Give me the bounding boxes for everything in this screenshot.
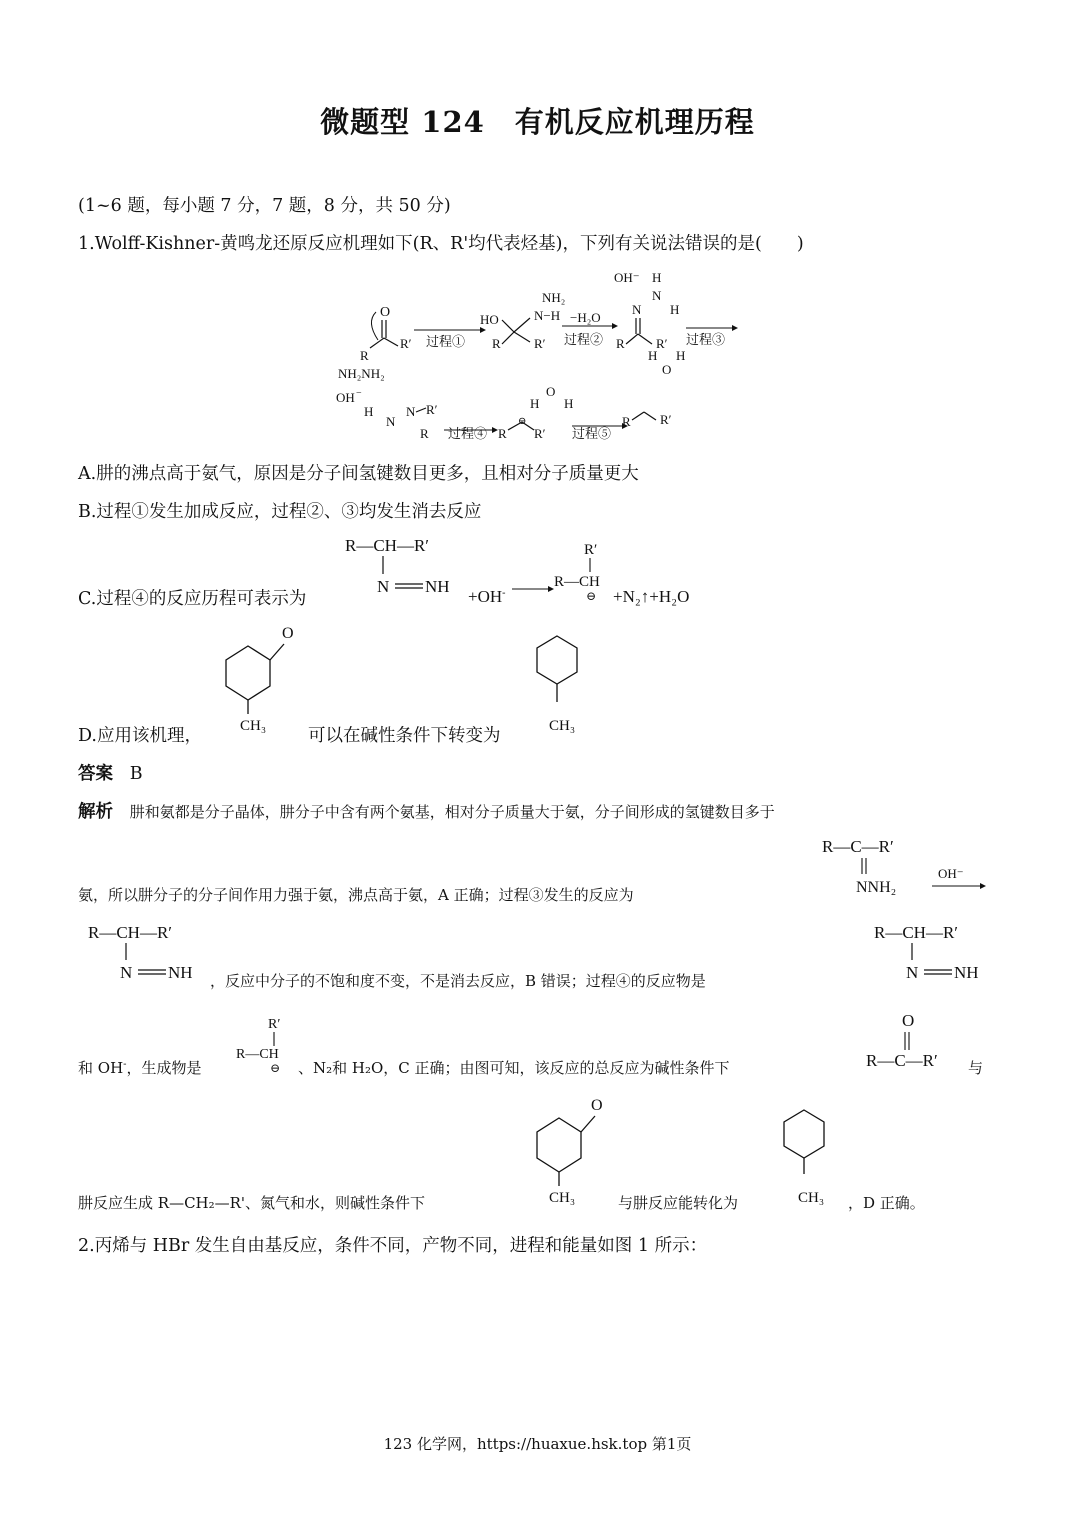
svg-text:N: N	[377, 577, 390, 596]
svg-text:⊖: ⊖	[270, 1061, 281, 1075]
svg-text:H: H	[648, 348, 658, 363]
svg-text:⊖: ⊖	[518, 416, 527, 427]
option-b: B.过程①发生加成反应，过程②、③均发生消去反应	[78, 502, 482, 522]
svg-text:R′: R′	[268, 1017, 281, 1032]
mechanism-diagram	[330, 262, 750, 452]
svg-text:⊖: ⊖	[586, 589, 597, 603]
analysis-line-4a: 和 OH-，生成物是	[78, 1059, 202, 1077]
methylcyclohexane-structure-2	[784, 1106, 844, 1206]
svg-text:H: H	[670, 302, 680, 317]
analysis-line-2: 氨，所以肼分子的分子间作用力强于氨，沸点高于氨，A 正确；过程③发生的反应为	[78, 886, 634, 904]
svg-text:R′: R′	[584, 542, 598, 558]
svg-text:R: R	[498, 426, 507, 441]
oh-arrow	[932, 866, 988, 892]
option-d-middle: 可以在碱性条件下转变为	[308, 726, 501, 746]
svg-text:N: N	[386, 414, 396, 429]
svg-text:NH: NH	[168, 963, 193, 982]
option-c-products: +N₂↑+H₂O	[613, 587, 690, 606]
answer-label: 答案	[78, 764, 113, 784]
option-c-reactant-structure	[345, 534, 465, 604]
svg-text:R′: R′	[400, 336, 412, 351]
svg-text:N: N	[120, 963, 133, 982]
svg-text:R′: R′	[660, 412, 672, 427]
option-c-arrow	[512, 584, 554, 594]
option-c-plus-oh: +OH-	[468, 587, 506, 606]
answer	[78, 760, 143, 785]
analysis-line-4c: 、N₂和 H₂O，C 正确；由图可知，该反应的总反应为碱性条件下	[298, 1059, 730, 1077]
svg-text:R′: R′	[426, 402, 438, 417]
step-3-label: 过程③	[686, 332, 726, 347]
svg-text:CH₃: CH₃	[549, 1190, 576, 1206]
svg-text:OH⁻: OH⁻	[938, 866, 964, 881]
svg-text:CH₃: CH₃	[798, 1190, 825, 1206]
svg-text:R—CH—R′: R—CH—R′	[345, 536, 430, 555]
svg-text:R: R	[420, 426, 429, 441]
page-title: 微题型 124 有机反应机理历程	[320, 105, 755, 139]
svg-text:R′: R′	[656, 336, 668, 351]
svg-text:NH: NH	[954, 963, 979, 982]
question-2-stem: 2.丙烯与 HBr 发生自由基反应，条件不同，产物不同，进程和能量如图 1 所示：	[78, 1236, 708, 1256]
answer-value: B	[129, 764, 143, 784]
svg-text:R′: R′	[534, 336, 546, 351]
svg-text:H: H	[364, 404, 374, 419]
svg-text:O: O	[662, 362, 672, 377]
svg-text:O: O	[902, 1011, 915, 1030]
svg-text:OH: OH	[336, 390, 355, 405]
svg-text:N: N	[906, 963, 919, 982]
methylcyclohexanone-structure-2	[535, 1092, 615, 1212]
oh-label: OH⁻	[614, 270, 640, 285]
azo-structure-1	[88, 920, 208, 986]
svg-text:R—C—R′: R—C—R′	[822, 837, 894, 856]
svg-text:R—CH—R′: R—CH—R′	[874, 923, 959, 942]
option-a: A.肼的沸点高于氨气，原因是分子间氢键数目更多，且相对分子质量更大	[78, 464, 639, 484]
reagent-label: NH₂NH₂	[338, 366, 385, 381]
svg-text:CH₃: CH₃	[549, 718, 576, 734]
svg-text:N−H: N−H	[534, 308, 561, 323]
analysis-line-1: 解析 肼和氨都是分子晶体，肼分子中含有两个氨基，相对分子质量大于氨，分子间形成的氢键数目多于	[78, 802, 775, 822]
svg-text:NH: NH	[425, 577, 450, 596]
svg-text:CH₃: CH₃	[240, 718, 267, 734]
svg-text:R—CH: R—CH	[554, 574, 600, 590]
svg-text:R: R	[360, 348, 369, 363]
question-1-stem: 1.Wolff-Kishner-黄鸣龙还原反应机理如下(R、R'均代表烃基)，下列有关说法错误的是( )	[78, 234, 804, 254]
analysis-line-5b: 与肼反应能转化为	[618, 1194, 739, 1212]
option-d-prefix: D.应用该机理，	[78, 726, 202, 746]
svg-text:NNH₂: NNH₂	[856, 879, 897, 896]
svg-text:R: R	[616, 336, 625, 351]
svg-text:−: −	[356, 388, 362, 399]
step-5-label: 过程⑤	[572, 426, 612, 441]
option-c-prefix: C.过程④的反应历程可表示为	[78, 589, 307, 609]
step-1-label: 过程①	[426, 334, 466, 349]
svg-text:H: H	[530, 396, 540, 411]
score-note: (1~6 题，每小题 7 分，7 题，8 分，共 50 分)	[78, 196, 451, 216]
svg-text:N: N	[652, 288, 662, 303]
analysis-line-5c: ，D 正确。	[848, 1194, 925, 1212]
analysis-label: 解析	[78, 802, 113, 822]
svg-text:H: H	[564, 396, 574, 411]
analysis-line-3: ，反应中分子的不饱和度不变，不是消去反应，B 错误；过程④的反应物是	[210, 972, 706, 990]
svg-text:H: H	[676, 348, 686, 363]
nh2-label: NH₂	[542, 290, 566, 305]
methylcyclohexane-structure	[535, 632, 595, 742]
svg-text:O: O	[591, 1097, 603, 1114]
svg-text:H: H	[652, 270, 662, 285]
svg-text:N: N	[632, 302, 642, 317]
analysis-line-5a: 肼反应生成 R—CH₂—R'、氮气和水，则碱性条件下	[78, 1194, 426, 1212]
svg-text:R: R	[622, 414, 631, 429]
step-4-label: 过程④	[448, 426, 488, 441]
svg-text:R—C—R′: R—C—R′	[866, 1051, 938, 1070]
minus-h2o-label: −H₂O	[570, 310, 601, 325]
svg-text:R—CH: R—CH	[236, 1047, 279, 1062]
step-2-label: 过程②	[564, 332, 604, 347]
svg-text:O: O	[546, 384, 556, 399]
svg-text:R′: R′	[534, 426, 546, 441]
page-footer: 123 化学网，https://huaxue.hsk.top 第1页	[383, 1435, 692, 1453]
svg-text:R—CH—R′: R—CH—R′	[88, 923, 173, 942]
svg-text:O: O	[282, 625, 294, 642]
analysis-line-4d: 与	[968, 1059, 984, 1077]
methylcyclohexanone-structure	[224, 620, 304, 740]
svg-text:R: R	[492, 336, 501, 351]
svg-text:O: O	[380, 305, 391, 320]
azo-structure-2	[874, 920, 994, 986]
hydrazone-structure	[822, 836, 932, 896]
svg-text:HO: HO	[480, 312, 499, 327]
ketone-structure	[866, 1008, 956, 1074]
option-c-carbanion-structure	[554, 538, 614, 602]
carbanion-structure	[236, 1012, 296, 1076]
svg-text:N: N	[406, 404, 416, 419]
